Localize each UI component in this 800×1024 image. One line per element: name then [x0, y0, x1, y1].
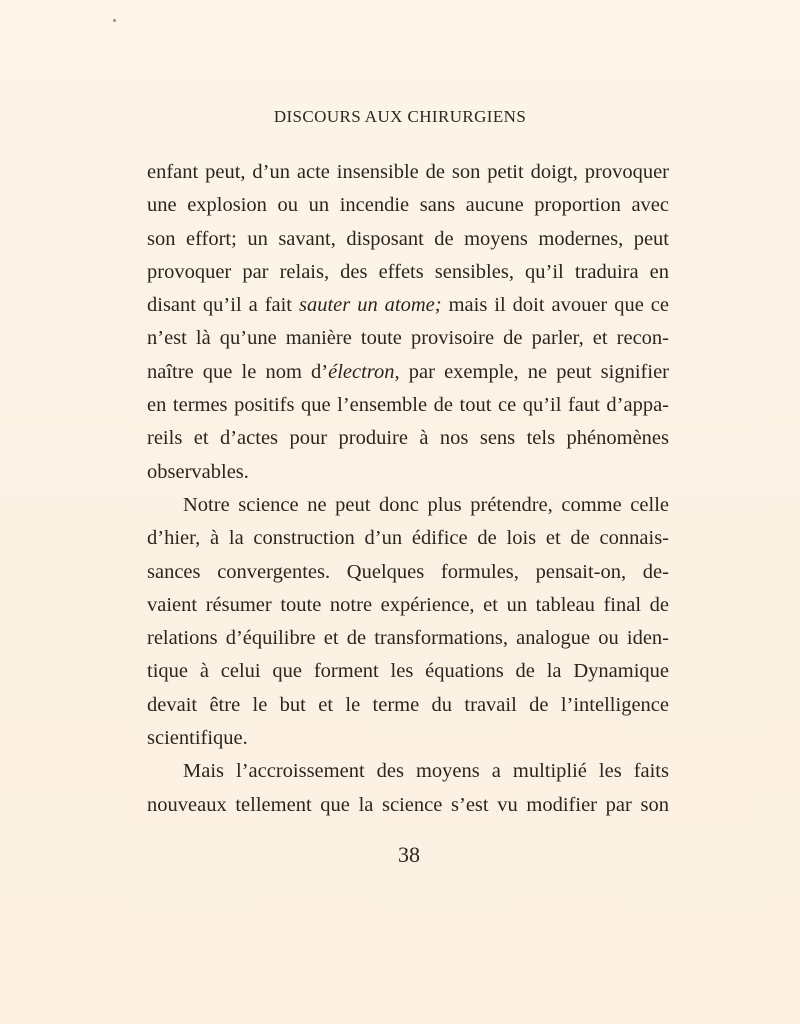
text-line — [147, 389, 669, 422]
text-line — [147, 356, 669, 389]
line-text: d’hier, à la construction d’un édifice de lois et de connais- — [147, 527, 669, 550]
ink-speck — [113, 19, 116, 22]
line-text: relations d’équilibre et de transformations, analogue ou iden- — [147, 627, 669, 650]
text-line — [147, 256, 669, 289]
line-text: enfant peut, d’un acte insensible de son petit doigt, provoquer — [147, 161, 669, 183]
text-line — [147, 189, 669, 222]
line-text: mais il doit avouer que ce — [441, 294, 669, 317]
text-line — [147, 589, 669, 622]
line-text: devait être le but et le terme du travail de l’intelligence — [147, 693, 669, 716]
text-line — [147, 689, 669, 722]
text-line — [147, 556, 669, 589]
line-text: provoquer par relais, des effets sensibles, qu’il traduira en — [147, 260, 669, 283]
text-line — [147, 655, 669, 688]
text-line — [147, 456, 669, 489]
text-line — [147, 622, 669, 655]
text-line — [147, 789, 669, 822]
text-line — [147, 223, 669, 256]
text-line — [147, 755, 669, 788]
text-line — [147, 156, 669, 189]
italic-phrase: sauter un atome; — [298, 294, 442, 317]
line-text: observables. — [147, 460, 249, 483]
line-text: une explosion ou un incendie sans aucune proportion avec — [147, 194, 669, 217]
line-text: nouveaux tellement que la science s’est vu modifier par son — [147, 793, 669, 816]
line-text: Mais l’accroissement des moyens a multiplié les faits — [183, 760, 669, 783]
line-text: scientifique. — [147, 727, 248, 750]
body-text — [147, 156, 669, 822]
line-text: tique à celui que forment les équations de la Dynamique — [147, 660, 669, 683]
text-line — [147, 289, 669, 322]
text-line — [147, 422, 669, 455]
line-text: son effort; un savant, disposant de moyens modernes, peut — [147, 227, 669, 250]
line-text: vaient résumer toute notre expérience, et un tableau final de — [147, 593, 669, 616]
text-line — [147, 322, 669, 355]
text-line — [147, 489, 669, 522]
line-text: Notre science ne peut donc plus prétendre, comme celle — [183, 493, 669, 516]
running-head: DISCOURS AUX CHIRURGIENS — [273, 107, 527, 126]
line-text: disant qu’il a fait — [147, 294, 299, 317]
page-number: 38 — [398, 842, 420, 867]
line-text: en termes positifs que l’ensemble de tout ce qu’il faut d’appa- — [147, 394, 669, 417]
line-text: n’est là qu’une manière toute provisoire de parler, et recon- — [147, 327, 669, 350]
line-text: reils et d’actes pour produire à nos sens tels phénomènes — [147, 427, 669, 450]
text-line — [147, 522, 669, 555]
text-line — [147, 722, 669, 755]
line-text: naître que le nom d’ — [147, 360, 329, 383]
italic-phrase: électron, — [328, 360, 400, 383]
line-text: par exemple, ne peut signifier — [399, 360, 669, 383]
line-text: sances convergentes. Quelques formules, pensait-on, de- — [147, 560, 669, 583]
